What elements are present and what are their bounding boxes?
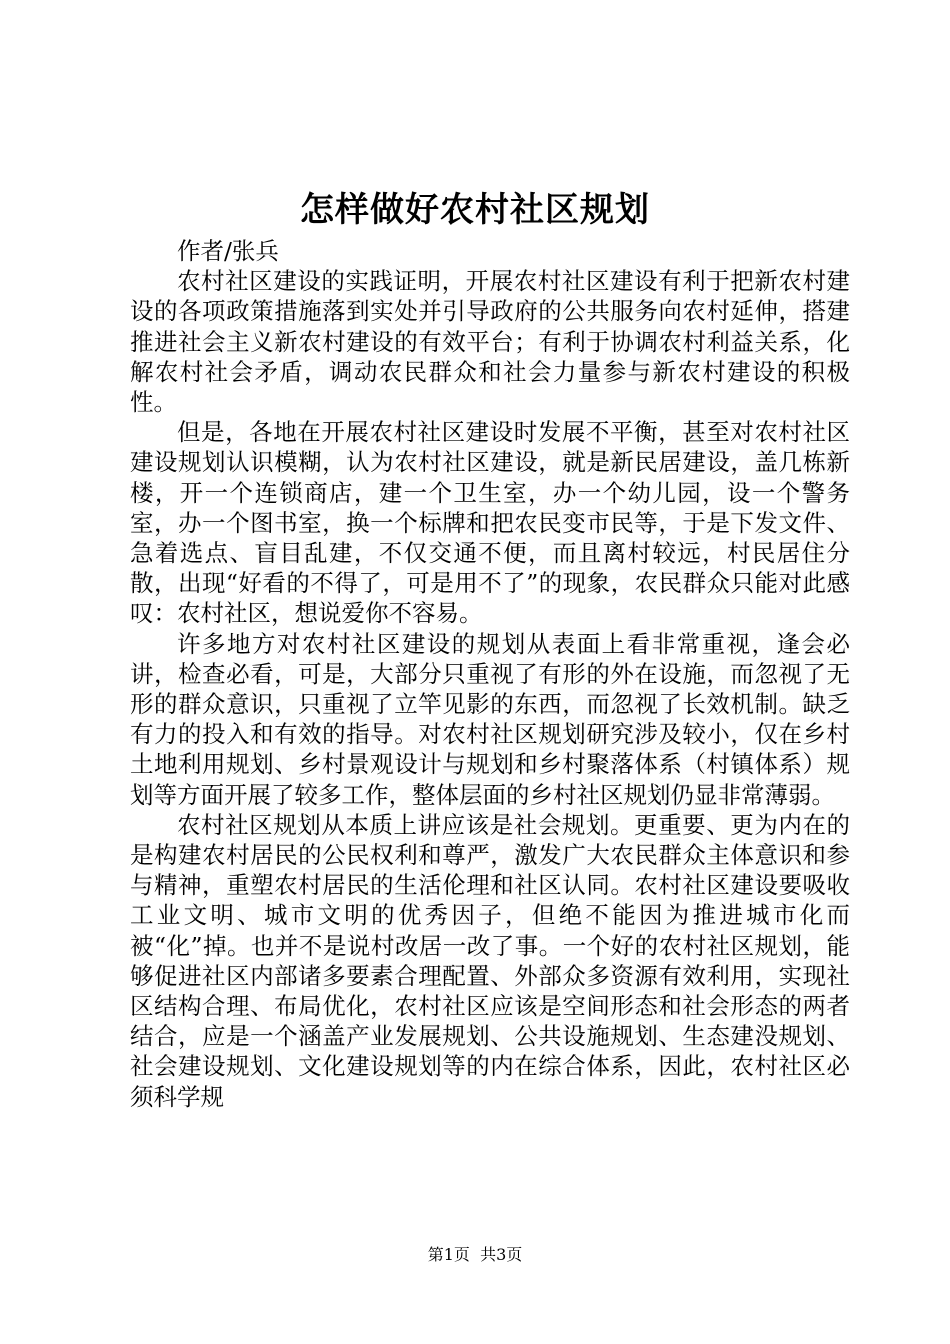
document-body (130, 236, 850, 1112)
page-number: 第1页 (427, 1245, 470, 1264)
paragraph-1: 农村社区建设的实践证明，开展农村社区建设有利于把新农村建设的各项政策措施落到实处并引导政府的公共服务向农村延伸，搭建推进社会主义新农村建设的有效平台；有利于协调农村利益关系，化解农村社会矛盾，调动农民群众和社会力量参与新农村建设的积极性。 (130, 267, 850, 417)
paragraph-2: 但是，各地在开展农村社区建设时发展不平衡，甚至对农村社区建设规划认识模糊，认为农村社区建设，就是新民居建设，盖几栋新楼，开一个连锁商店，建一个卫生室，办一个幼儿园，设一个警务室，办一个图书室，换一个标牌和把农民变市民等，于是下发文件、急着选点、盲目乱建，不仅交通不便，而且离村较远，村民居住分散，出现“好看的不得了，可是用不了”的现象，农民群众只能对此感叹：农村社区，想说爱你不容易。 (130, 418, 850, 628)
paragraph-4: 农村社区规划从本质上讲应该是社会规划。更重要、更为内在的是构建农村居民的公民权利和尊严，激发广大农民群众主体意识和参与精神，重塑农村居民的生活伦理和社区认同。农村社区建设要吸收工业文明、城市文明的优秀因子，但绝不能因为推进城市化而被“化”掉。也并不是说村改居一改了事。一个好的农村社区规划，能够促进社区内部诸多要素合理配置、外部众多资源有效利用，实现社区结构合理、布局优化，农村社区应该是空间形态和社会形态的两者结合，应是一个涵盖产业发展规划、公共设施规划、生态建没规划、社会建设规划、文化建设规划等的内在综合体系，因此，农村社区必须科学规 (130, 810, 850, 1111)
paragraph-3: 许多地方对农村社区建设的规划从表面上看非常重视，逢会必讲，检查必看，可是，大部分只重视了有形的外在设施，而忽视了无形的群众意识，只重视了立竿见影的东西，而忽视了长效机制。缺乏有力的投入和有效的指导。对农村社区规划研究涉及较小，仅在乡村土地利用规划、乡村景观设计与规划和乡村聚落体系（村镇体系）规划等方面开展了较多工作，整体层面的乡村社区规划仍显非常薄弱。 (130, 629, 850, 809)
document-title: 怎样做好农村社区规划 (300, 190, 650, 230)
author-line: 作者/张兵 (177, 237, 279, 265)
page-total: 共3页 (480, 1245, 523, 1264)
page-footer (0, 1244, 950, 1266)
